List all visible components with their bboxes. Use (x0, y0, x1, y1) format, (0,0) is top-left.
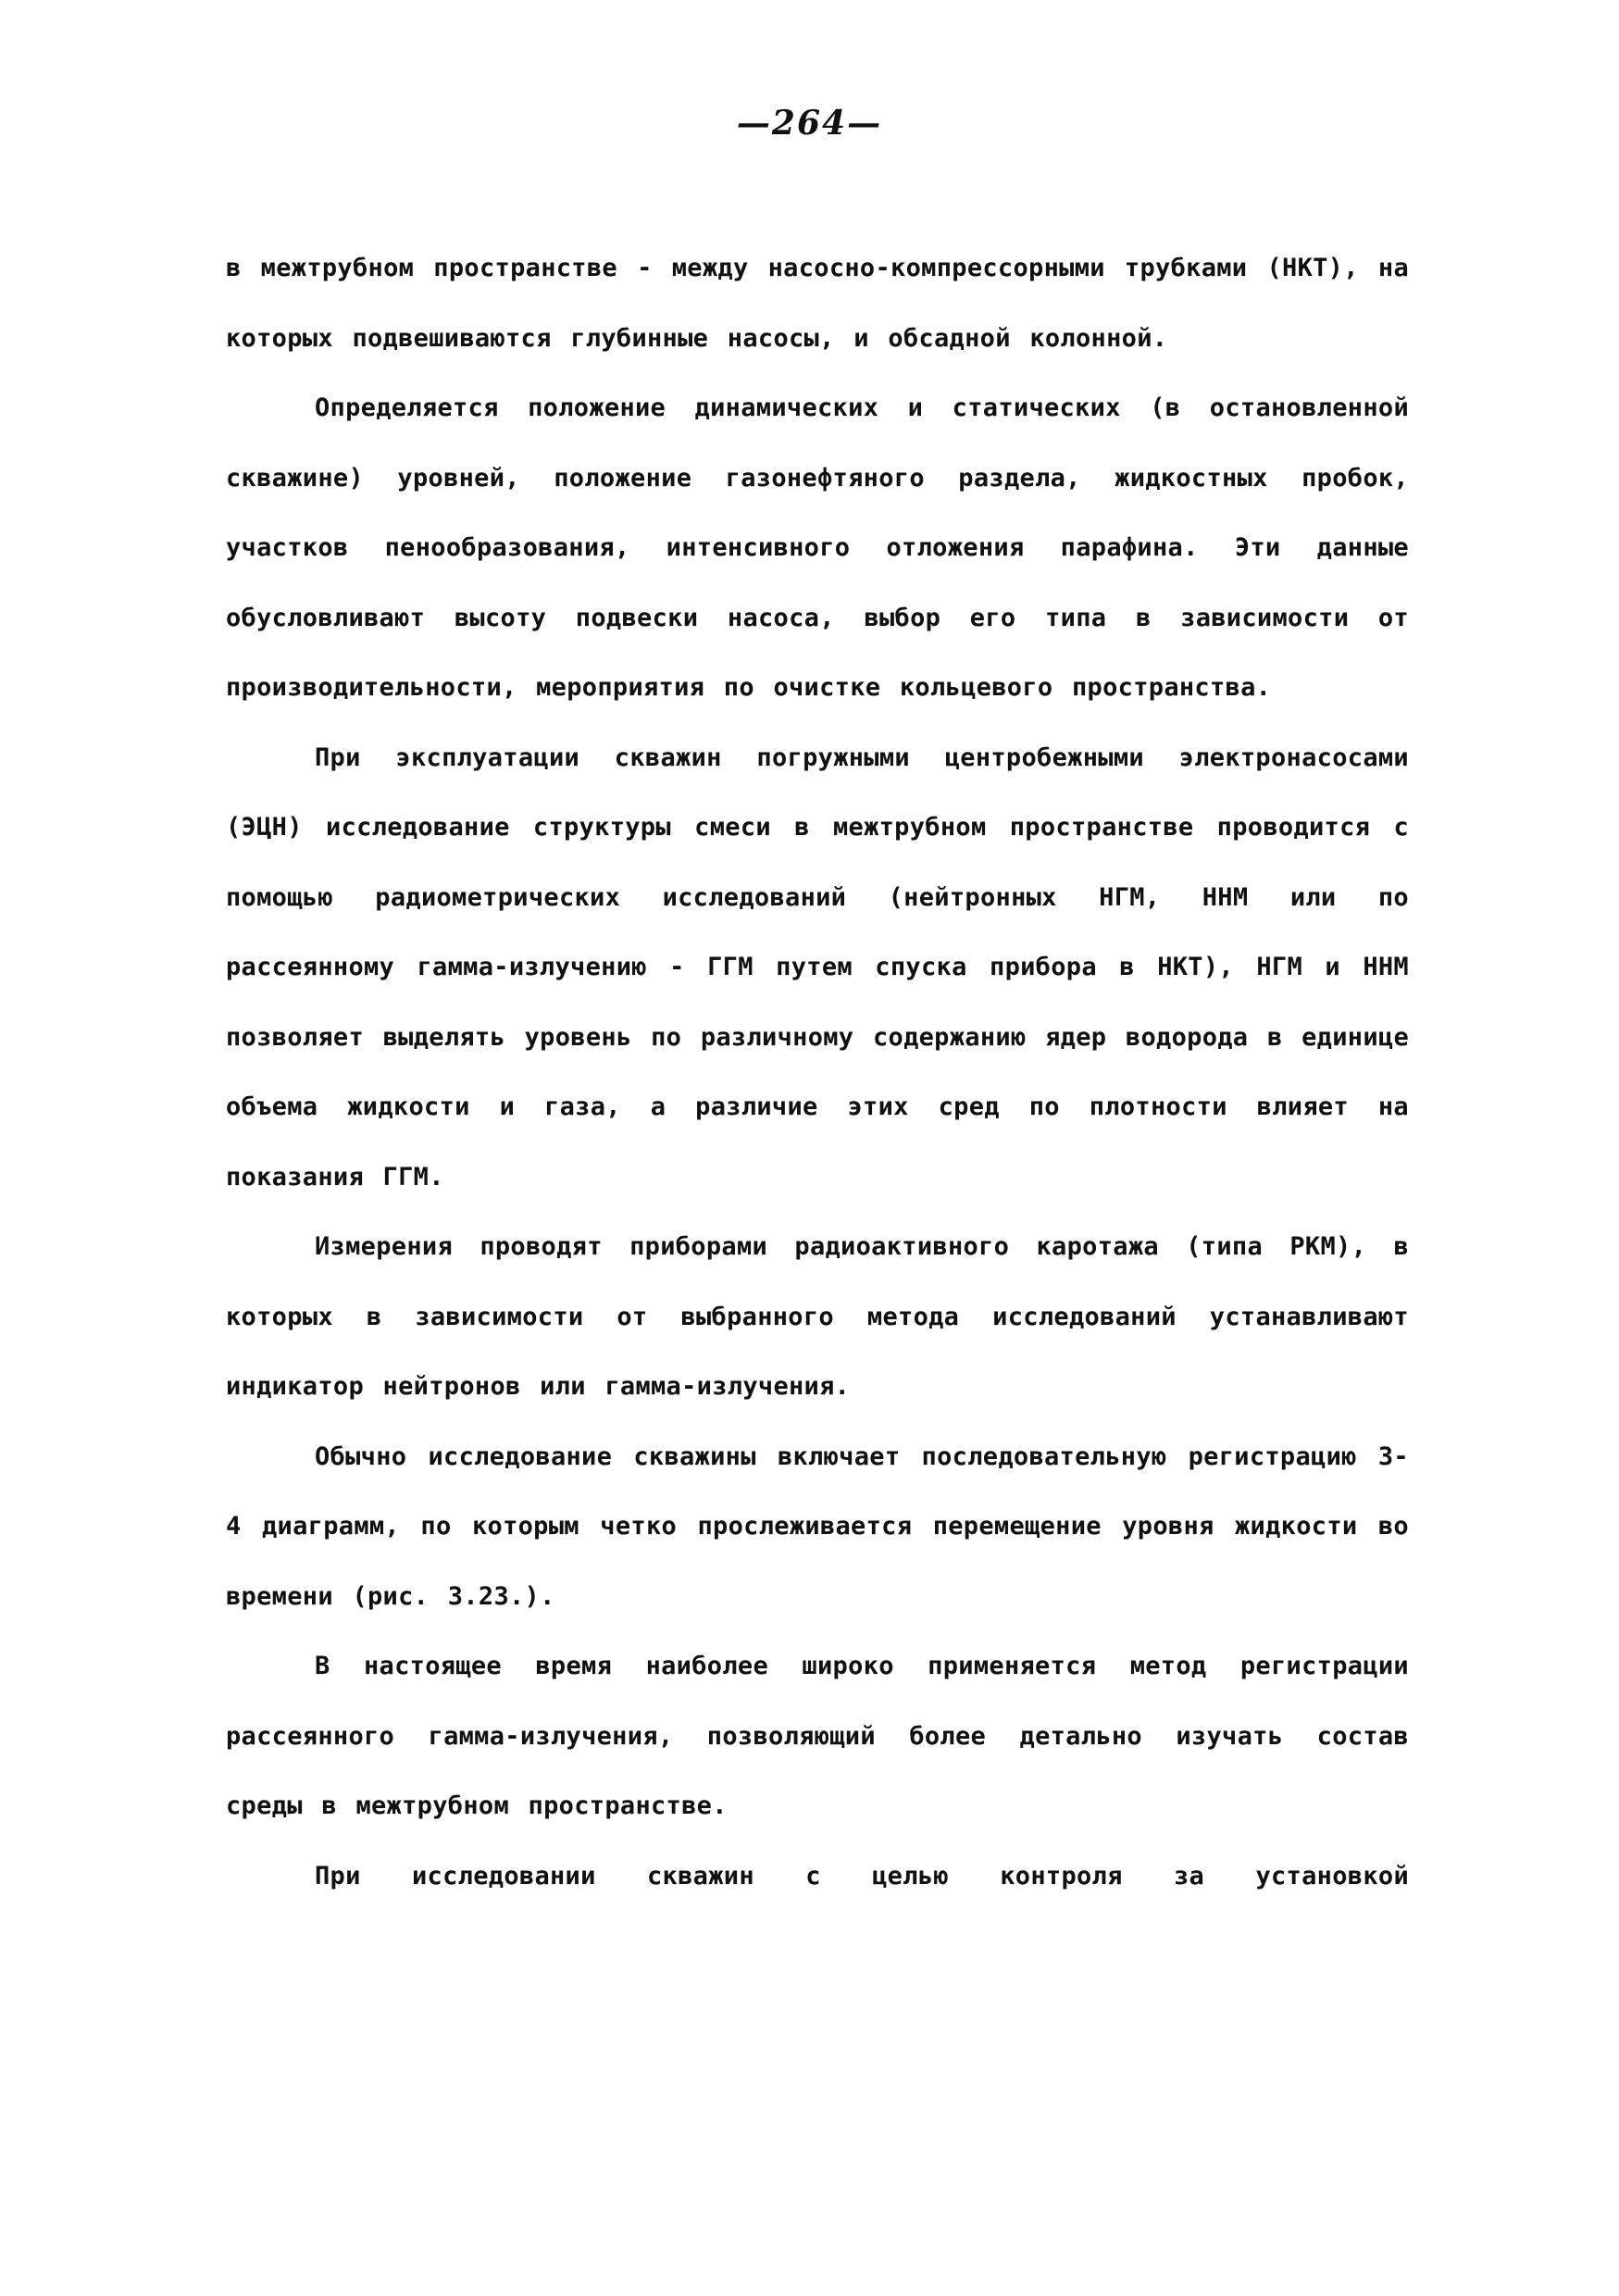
paragraph-1: в межтрубном пространстве - между насосно-компрессорными трубками (НКТ), на которых подвешиваются глубинные насосы, и обсадной колонной. (226, 254, 1409, 353)
paragraph-7: При исследовании скважин с целью контроля за установкой (315, 1861, 1409, 1890)
body-text (226, 233, 1409, 1911)
paragraph-4: Измерения проводят приборами радиоактивного каротажа (типа РКМ), в которых в зависимости от выбранного метода исследований устанавливают индикатор нейтронов или гамма-излучения. (226, 1232, 1409, 1401)
paragraph-2: Определяется положение динамических и статических (в остановленной скважине) уровней, положение газонефтяного раздела, жидкостных пробок, участков пенообразования, интенсивного отложения парафина. Эти данные обусловливают высоту подвески насоса, выбор его типа в зависимости от производительности, мероприятия по очистке кольцевого пространства. (226, 393, 1409, 702)
paragraph-3: При эксплуатации скважин погружными центробежными электронасосами (ЭЦН) исследование структуры смеси в межтрубном пространстве проводится с помощью радиометрических исследований (нейтронных НГМ, ННМ или по рассеянному гамма-излучению - ГГМ путем спуска прибора в НКТ), НГМ и ННМ позволяет выделять уровень по различному содержанию ядер водорода в единице объема жидкости и газа, а различие этих сред по плотности влияет на показания ГГМ. (226, 742, 1409, 1192)
paragraph-5: Обычно исследование скважины включает последовательную регистрацию 3-4 диаграмм, по которым четко прослеживается перемещение уровня жидкости во времени (рис. 3.23.). (226, 1441, 1409, 1611)
paragraph-6: В настоящее время наиболее широко применяется метод регистрации рассеянного гамма-излучения, позволяющий более детально изучать состав среды в межтрубном пространстве. (226, 1652, 1409, 1820)
page-number: —264— (736, 104, 883, 143)
